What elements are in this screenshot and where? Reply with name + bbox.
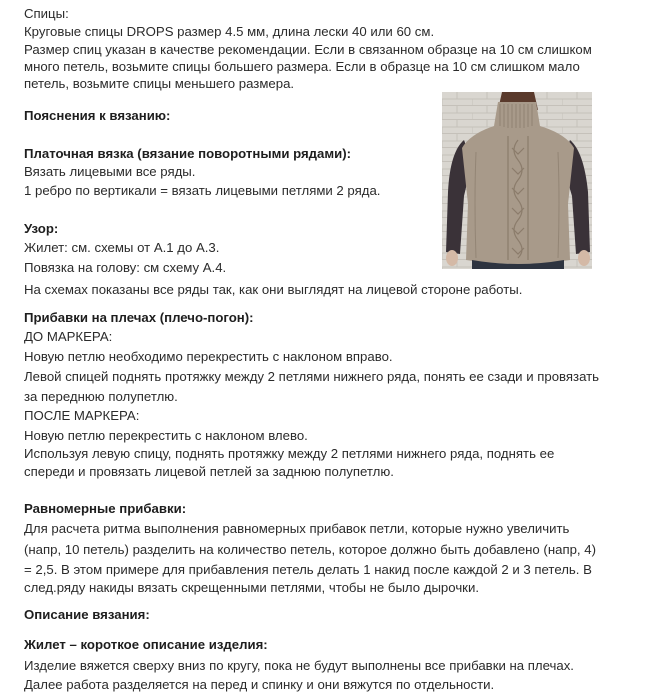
pattern-line: Жилет: см. схемы от А.1 до А.3. bbox=[24, 240, 220, 255]
needles-line: много петель, возьмите спицы большего размера. Если в образце на 10 см слишком мало bbox=[24, 59, 580, 74]
shoulder-line: Левой спицей поднять протяжку между 2 петлями нижнего ряда, понять ее сзади и провязать bbox=[24, 369, 600, 384]
garter-heading: Платочная вязка (вязание поворотными рядами): bbox=[24, 146, 352, 161]
shoulder-line: спереди и провязать лицевой петлей за заднюю полупетлю. bbox=[24, 464, 394, 479]
needles-line: Размер спиц указан в качестве рекомендации. Если в связанном образце на 10 см слишком bbox=[24, 42, 592, 57]
pattern-heading: Узор: bbox=[24, 221, 59, 236]
even-increases-line: = 2,5. В этом примере для прибавления петель делать 1 накид после каждой 2 и 3 петель. В bbox=[24, 562, 592, 577]
pattern-line: Повязка на голову: см схему А.4. bbox=[24, 260, 227, 275]
shoulder-line: Используя левую спицу, поднять протяжку между 2 петлями нижнего ряда, поднять ее bbox=[24, 446, 555, 461]
even-increases-line: Для расчета ритма выполнения равномерных прибавок петли, которые нужно увеличить bbox=[24, 521, 570, 536]
pattern-line: На схемах показаны все ряды так, как они выглядят на лицевой стороне работы. bbox=[24, 282, 523, 297]
explanations-heading: Пояснения к вязанию: bbox=[24, 108, 171, 123]
even-increases-line: (напр, 10 петель) разделить на количество петель, которое должно быть добавлено (напр, 4) bbox=[24, 542, 596, 557]
shoulder-line: ПОСЛЕ МАРКЕРА: bbox=[24, 408, 140, 423]
vest-heading: Жилет – короткое описание изделия: bbox=[24, 637, 268, 652]
shoulder-line: Новую петлю необходимо перекрестить с наклоном вправо. bbox=[24, 349, 393, 364]
even-increases-line: след.ряду накиды вязать скрещенными петлями, чтобы не было дырочки. bbox=[24, 580, 479, 595]
vest-photo bbox=[442, 92, 592, 269]
needles-line: петель, возьмите спицы меньшего размера. bbox=[24, 76, 295, 91]
garter-line: Вязать лицевыми все ряды. bbox=[24, 164, 196, 179]
even-increases-heading: Равномерные прибавки: bbox=[24, 501, 187, 516]
description-heading: Описание вязания: bbox=[24, 607, 150, 622]
vest-line: Далее работа разделяется на перед и спинку и они вяжутся по отдельности. bbox=[24, 677, 495, 692]
vest-line: Изделие вяжется сверху вниз по кругу, пока не будут выполнены все прибавки на плечах. bbox=[24, 658, 574, 673]
needles-title: Спицы: bbox=[24, 6, 69, 21]
shoulder-line: за переднюю полупетлю. bbox=[24, 389, 178, 404]
shoulder-line: Новую петлю перекрестить с наклоном влево. bbox=[24, 428, 308, 443]
needles-line: Круговые спицы DROPS размер 4.5 мм, длина лески 40 или 60 см. bbox=[24, 24, 435, 39]
vest-illustration bbox=[442, 92, 592, 269]
garter-line: 1 ребро по вертикали = вязать лицевыми петлями 2 ряда. bbox=[24, 183, 381, 198]
shoulder-line: ДО МАРКЕРА: bbox=[24, 329, 113, 344]
shoulder-increases-heading: Прибавки на плечах (плечо-погон): bbox=[24, 310, 254, 325]
